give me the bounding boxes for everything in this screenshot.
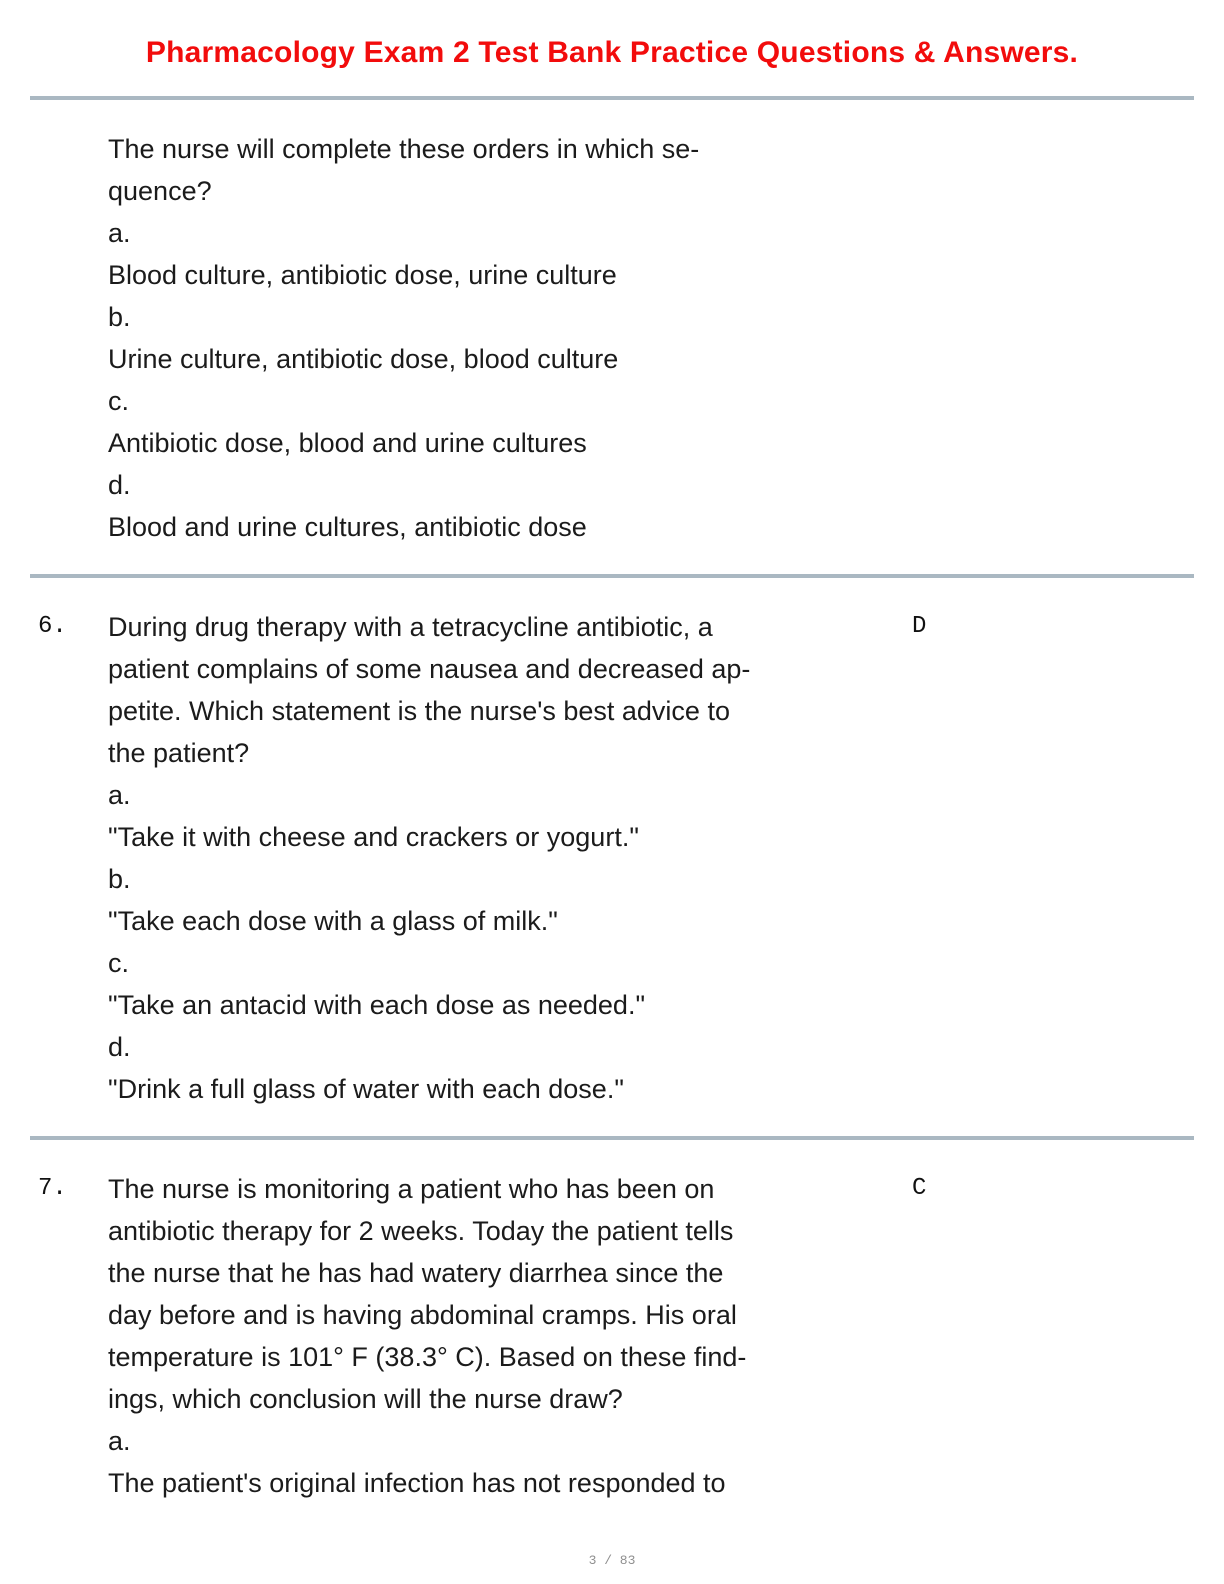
text-line: The patient's original infection has not responded to bbox=[108, 1468, 726, 1498]
text-line: a. bbox=[108, 218, 131, 248]
answer-letter: D bbox=[912, 613, 927, 640]
text-line: During drug therapy with a tetracycline antibiotic, a bbox=[108, 612, 713, 642]
text-line: "Take an antacid with each dose as needed." bbox=[108, 990, 646, 1020]
question-block-continued bbox=[0, 100, 1224, 574]
text-line: Urine culture, antibiotic dose, blood culture bbox=[108, 344, 619, 374]
text-line: d. bbox=[108, 470, 131, 500]
text-line: antibiotic therapy for 2 weeks. Today the patient tells bbox=[108, 1216, 734, 1246]
text-line: petite. Which statement is the nurse's best advice to bbox=[108, 696, 730, 726]
text-line: the nurse that he has had watery diarrhea since the bbox=[108, 1258, 724, 1288]
text-line: The nurse is monitoring a patient who has been on bbox=[108, 1174, 715, 1204]
page-number: 3 / 83 bbox=[588, 1553, 636, 1568]
answer-letter: C bbox=[912, 1175, 927, 1202]
question-text bbox=[108, 128, 908, 548]
question-text bbox=[108, 606, 908, 1110]
page-title: Pharmacology Exam 2 Test Bank Practice Questions & Answers. bbox=[145, 36, 1079, 69]
text-line: c. bbox=[108, 386, 130, 416]
text-line: temperature is 101° F (38.3° C). Based on these find- bbox=[108, 1342, 747, 1372]
text-line: quence? bbox=[108, 176, 212, 206]
text-line: Blood culture, antibiotic dose, urine culture bbox=[108, 260, 617, 290]
text-line: "Take each dose with a glass of milk." bbox=[108, 906, 558, 936]
text-line: a. bbox=[108, 1426, 131, 1456]
text-line: "Take it with cheese and crackers or yogurt." bbox=[108, 822, 639, 852]
document-page bbox=[0, 36, 1224, 1584]
question-text bbox=[108, 1168, 908, 1504]
text-line: b. bbox=[108, 302, 131, 332]
text-line: d. bbox=[108, 1032, 131, 1062]
text-line: patient complains of some nausea and decreased ap- bbox=[108, 654, 751, 684]
text-line: c. bbox=[108, 948, 130, 978]
text-line: Antibiotic dose, blood and urine cultures bbox=[108, 428, 587, 458]
text-line: ings, which conclusion will the nurse draw? bbox=[108, 1384, 623, 1414]
text-line: The nurse will complete these orders in which se- bbox=[108, 134, 700, 164]
text-line: "Drink a full glass of water with each dose." bbox=[108, 1074, 624, 1104]
question-number: 7. bbox=[38, 1175, 67, 1202]
question-block-7 bbox=[0, 1140, 1224, 1530]
text-line: the patient? bbox=[108, 738, 250, 768]
question-number: 6. bbox=[38, 613, 67, 640]
text-line: b. bbox=[108, 864, 131, 894]
question-block-6 bbox=[0, 578, 1224, 1136]
text-line: Blood and urine cultures, antibiotic dose bbox=[108, 512, 587, 542]
text-line: a. bbox=[108, 780, 131, 810]
text-line: day before and is having abdominal cramps. His oral bbox=[108, 1300, 737, 1330]
